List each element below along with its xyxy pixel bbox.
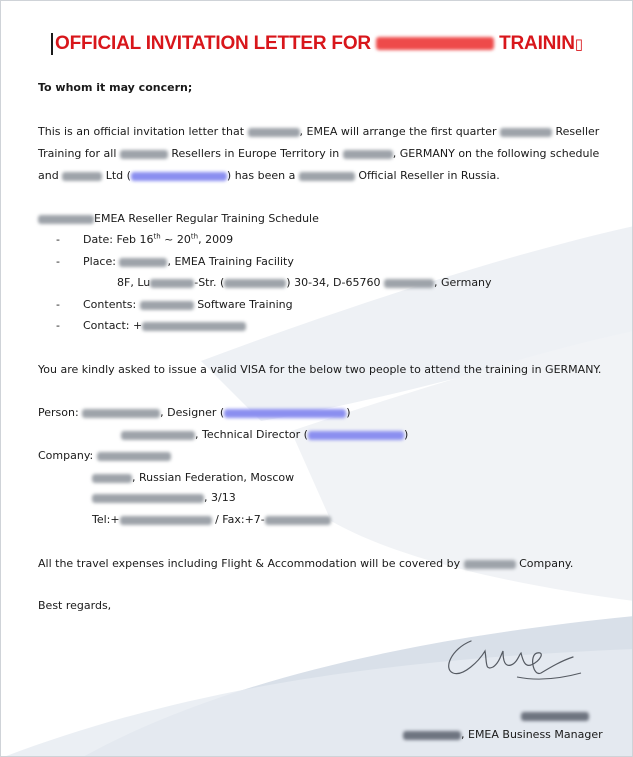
person-1: Person: , Designer ( ) (38, 406, 351, 419)
intro-paragraph: This is an official invitation letter that , EMEA will arrange the first quarter Reseller Training for all Resellers in Europe Territory in , GERMANY on the following schedule and Ltd ( ) has been a Official Reseller in Russia. (38, 125, 600, 182)
schedule-place-address: 8F, Lu -Str. ( ) 30-34, D-65760 , Germany (117, 276, 492, 289)
schedule-contents: - Contents: Software Training (56, 298, 293, 311)
person-2: , Technical Director ( ) (121, 428, 408, 441)
visa-request-text: You are kindly asked to issue a valid VISA for the below two people to attend the training in GERMANY. (38, 363, 602, 376)
closing-text: Best regards, (38, 599, 112, 612)
schedule-heading: EMEA Reseller Regular Training Schedule (38, 212, 319, 225)
schedule-contact: - Contact: + (83, 319, 246, 332)
company-address-line2: , 3/13 (92, 491, 236, 504)
redacted-manager-name (521, 709, 589, 722)
schedule-place: - Place: , EMEA Training Facility (56, 255, 294, 268)
schedule-date: - Date: Feb 16th ~ 20th, 2009 (56, 232, 234, 246)
letter-title: OFFICIAL INVITATION LETTER FOR TRAININ▯ (51, 33, 583, 55)
company-address-line1: , Russian Federation, Moscow (92, 471, 294, 484)
redacted-company-name (376, 37, 494, 50)
company-phone-fax: Tel:+ / Fax:+7- (92, 513, 331, 526)
company-label: Company: (38, 449, 171, 462)
signoff-title: , EMEA Business Manager (403, 728, 603, 741)
salutation: To whom it may concern; (38, 81, 193, 94)
travel-expenses-text: All the travel expenses including Flight & Accommodation will be covered by Company. (38, 557, 574, 570)
handwritten-signature (441, 621, 591, 691)
